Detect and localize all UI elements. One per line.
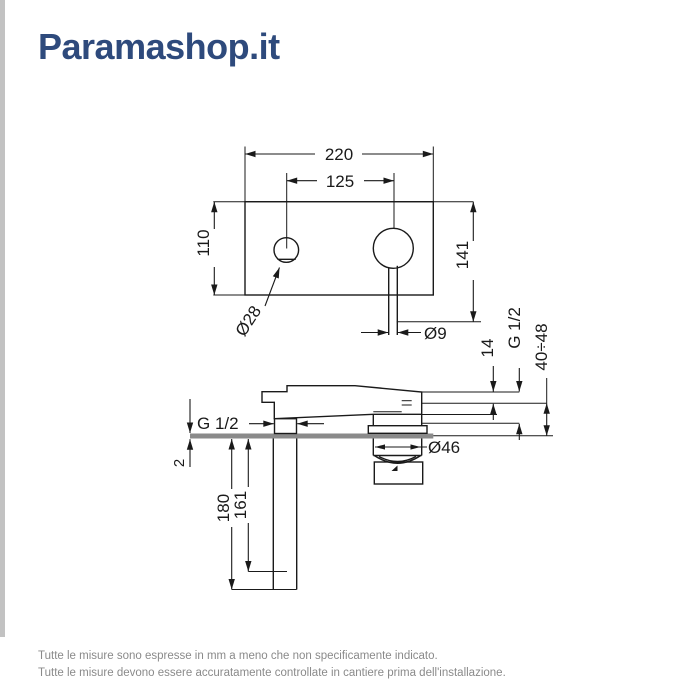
shop-logo: Paramashop.it [38,26,280,67]
dim-110 [194,202,214,295]
dim-2 [171,399,190,467]
note-line-2: Tutte le misure devono essere accuratamente controllate in cantiere prima dell'installazione. [38,667,506,679]
dim-thread-right [505,307,524,440]
inlet-pipe [273,439,296,590]
thread-right-label: G 1/2 [505,307,524,349]
dim-110-label: 110 [194,229,213,257]
dim-40-48 [532,323,551,435]
dim-28-label: Ø28 [231,302,266,340]
dim-2-label: 2 [171,458,188,468]
faucet-body-side [262,386,422,419]
measurement-notes [38,648,506,682]
dim-125-label: 125 [325,172,355,191]
note-line-1: Tutte le misure sono espresse in mm a meno che non specificamente indicato. [38,650,438,662]
dim-161 [231,439,287,572]
dim-141-label: 141 [453,240,472,270]
dim-14 [478,339,497,420]
dim-220-label: 220 [324,145,354,164]
dim-161-label: 161 [231,490,250,520]
dim-14-label: 14 [478,338,497,358]
dim-9 [361,324,447,343]
dim-46 [375,438,460,457]
inlet-nipple [275,419,297,434]
dim-180 [214,439,297,590]
dim-46-label: Ø46 [428,438,461,457]
thread-left-label: G 1/2 [197,414,239,433]
side-view [171,307,553,589]
plate-side [190,434,433,439]
front-view [194,145,481,343]
mixer-body-circle [373,228,413,268]
dim-180-label: 180 [214,493,233,523]
dim-40-48-label: 40÷48 [532,323,551,371]
cartridge-body [368,414,427,484]
dim-9-label: Ø9 [424,324,447,343]
